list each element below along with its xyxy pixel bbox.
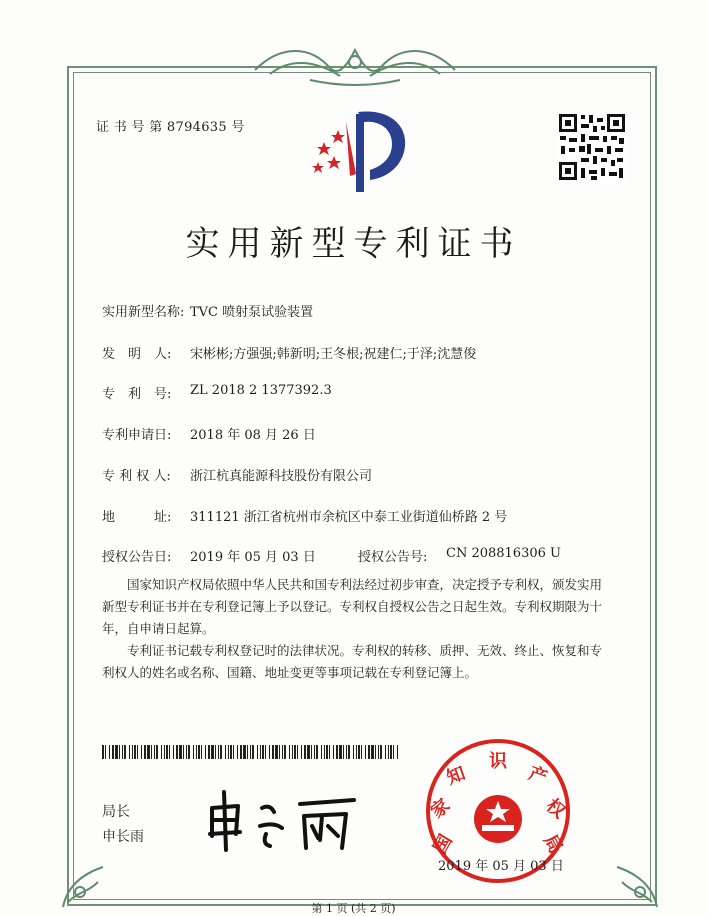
barcode-bar xyxy=(193,745,194,759)
barcode-bar xyxy=(225,745,226,759)
barcode-bar xyxy=(237,745,238,759)
barcode-bar xyxy=(109,745,110,759)
barcode-bar xyxy=(333,745,334,759)
barcode-bar xyxy=(230,745,232,759)
barcode-bar xyxy=(198,745,200,759)
field-label-address: 地 址: xyxy=(102,510,172,525)
barcode-bar xyxy=(371,745,374,759)
barcode-bar xyxy=(311,745,312,759)
barcode-bar xyxy=(297,745,298,759)
barcode-bar xyxy=(380,745,382,759)
barcode-bar xyxy=(122,745,123,759)
page-indicator: 第 1 页 (共 2 页) xyxy=(311,902,396,915)
barcode-bar xyxy=(161,745,162,759)
barcode-bar xyxy=(173,745,174,759)
barcode-bar xyxy=(361,745,362,759)
barcode-bar xyxy=(307,745,310,759)
barcode-bar xyxy=(247,745,248,759)
barcode-bar xyxy=(124,745,126,759)
barcode-bar xyxy=(321,745,322,759)
barcode-bar xyxy=(252,745,254,759)
barcode-bar xyxy=(272,745,274,759)
barcode-bar xyxy=(188,745,190,759)
barcode-bar xyxy=(134,745,136,759)
barcode-bar xyxy=(144,745,146,759)
barcode-bar xyxy=(176,745,178,759)
paragraph-legal-status xyxy=(102,640,607,684)
barcode-bar xyxy=(115,745,118,759)
barcode-bar xyxy=(284,745,286,759)
barcode-bar xyxy=(314,745,315,759)
field-value-grant-date: 2019 年 05 月 03 日 xyxy=(190,550,316,565)
barcode-icon xyxy=(102,745,402,759)
paragraph-grant-statement xyxy=(102,574,607,640)
barcode-bar xyxy=(388,745,389,759)
field-label-inventors: 发 明 人: xyxy=(102,347,172,362)
svg-text:家: 家 xyxy=(426,794,455,823)
barcode-bar xyxy=(240,745,242,759)
svg-text:知: 知 xyxy=(444,762,469,789)
field-value-patent-number: ZL 2018 2 1377392.3 xyxy=(190,383,332,398)
barcode-bar xyxy=(257,745,258,759)
seal-date: 2019 年 05 月 03 日 xyxy=(438,859,564,874)
svg-text:国: 国 xyxy=(429,831,457,858)
barcode-bar xyxy=(343,745,344,759)
barcode-bar xyxy=(166,745,168,759)
barcode-bar xyxy=(324,745,325,759)
barcode-bar xyxy=(390,745,392,759)
field-value-grant-number: CN 208816306 U xyxy=(446,546,561,561)
field-label-grant-number: 授权公告号: xyxy=(358,550,428,565)
field-label-grant-date: 授权公告日: xyxy=(102,550,172,565)
barcode-bar xyxy=(329,745,330,759)
barcode-bar xyxy=(228,745,229,759)
barcode-bar xyxy=(292,745,293,759)
barcode-bar xyxy=(129,745,130,759)
barcode-bar xyxy=(105,745,106,759)
barcode-bar xyxy=(137,745,138,759)
barcode-bar xyxy=(346,745,347,759)
barcode-bar xyxy=(112,745,114,759)
barcode-bar xyxy=(356,745,357,759)
barcode-bar xyxy=(339,745,342,759)
barcode-bar xyxy=(205,745,206,759)
barcode-bar xyxy=(208,745,210,759)
certificate-title: 实用新型专利证书 xyxy=(185,224,522,264)
barcode-bar xyxy=(215,745,216,759)
field-value-name: TVC 喷射泵试验装置 xyxy=(190,305,314,320)
barcode-bar xyxy=(233,745,234,759)
barcode-bar xyxy=(301,745,302,759)
barcode-bar xyxy=(102,745,104,759)
qr-code-icon xyxy=(557,112,627,182)
field-value-address: 311121 浙江省杭州市余杭区中泰工业街道仙桥路 2 号 xyxy=(190,510,508,525)
svg-text:识: 识 xyxy=(489,751,507,772)
paragraph-legal-text: 专利证书记载专利权登记时的法律状况。专利权的转移、质押、无效、终止、恢复和专利权人的姓名或名称、国籍、地址变更等事项记载在专利登记簿上。 xyxy=(102,643,603,680)
barcode-bar xyxy=(348,745,350,759)
barcode-bar xyxy=(375,745,376,759)
barcode-bar xyxy=(119,745,120,759)
barcode-bar xyxy=(294,745,296,759)
svg-text:权: 权 xyxy=(541,794,570,823)
field-value-patentee: 浙江杭真能源科技股份有限公司 xyxy=(190,469,373,484)
barcode-bar xyxy=(186,745,187,759)
barcode-bar xyxy=(183,745,184,759)
barcode-bar xyxy=(265,745,266,759)
barcode-bar xyxy=(218,745,219,759)
barcode-bar xyxy=(336,745,338,759)
barcode-bar xyxy=(169,745,170,759)
barcode-bar xyxy=(201,745,202,759)
barcode-bar xyxy=(279,745,280,759)
barcode-bar xyxy=(353,745,354,759)
barcode-bar xyxy=(196,745,197,759)
barcode-bar xyxy=(211,745,214,759)
barcode-bar xyxy=(141,745,142,759)
director-title: 局长 xyxy=(102,804,130,820)
barcode-bar xyxy=(156,745,158,759)
barcode-bar xyxy=(289,745,290,759)
paragraph-grant-text: 国家知识产权局依照中华人民共和国专利法经过初步审查，决定授予专利权，颁发实用新型专利证书并在专利登记簿上予以登记。专利权自授权公告之日起生效。专利权期限为十年，自申请日起算。 xyxy=(102,577,603,636)
certificate-number: 证 书 号 第 8794635 号 xyxy=(96,120,245,135)
barcode-bar xyxy=(147,745,150,759)
barcode-bar xyxy=(164,745,165,759)
barcode-bar xyxy=(179,745,182,759)
field-label-application-date: 专利申请日: xyxy=(102,428,172,443)
barcode-bar xyxy=(260,745,261,759)
field-label-patentee: 专 利 权 人: xyxy=(102,469,171,484)
barcode-bar xyxy=(358,745,360,759)
barcode-bar xyxy=(365,745,366,759)
barcode-bar xyxy=(132,745,133,759)
barcode-bar xyxy=(269,745,270,759)
barcode-bar xyxy=(151,745,152,759)
cnipa-logo-icon xyxy=(306,104,416,194)
field-label-name: 实用新型名称: xyxy=(102,305,185,320)
barcode-bar xyxy=(250,745,251,759)
signature-icon xyxy=(204,782,364,854)
barcode-bar xyxy=(385,745,386,759)
barcode-bar xyxy=(368,745,370,759)
barcode-bar xyxy=(316,745,318,759)
field-label-patent-number: 专 利 号: xyxy=(102,387,172,402)
barcode-bar xyxy=(393,745,394,759)
field-value-inventors: 宋彬彬;方强强;韩新明;王冬根;祝建仁;于泽;沈慧俊 xyxy=(190,347,477,362)
svg-text:产: 产 xyxy=(525,762,550,789)
barcode-bar xyxy=(378,745,379,759)
barcode-bar xyxy=(304,745,306,759)
barcode-bar xyxy=(275,745,278,759)
barcode-bar xyxy=(220,745,222,759)
barcode-bar xyxy=(282,745,283,759)
director-name: 申长雨 xyxy=(102,829,144,845)
field-value-application-date: 2018 年 08 月 26 日 xyxy=(190,428,316,443)
top-ornament-icon xyxy=(250,40,460,90)
barcode-bar xyxy=(154,745,155,759)
barcode-bar xyxy=(397,745,398,759)
svg-text:局: 局 xyxy=(539,831,567,858)
barcode-bar xyxy=(326,745,328,759)
barcode-bar xyxy=(243,745,246,759)
barcode-bar xyxy=(262,745,264,759)
